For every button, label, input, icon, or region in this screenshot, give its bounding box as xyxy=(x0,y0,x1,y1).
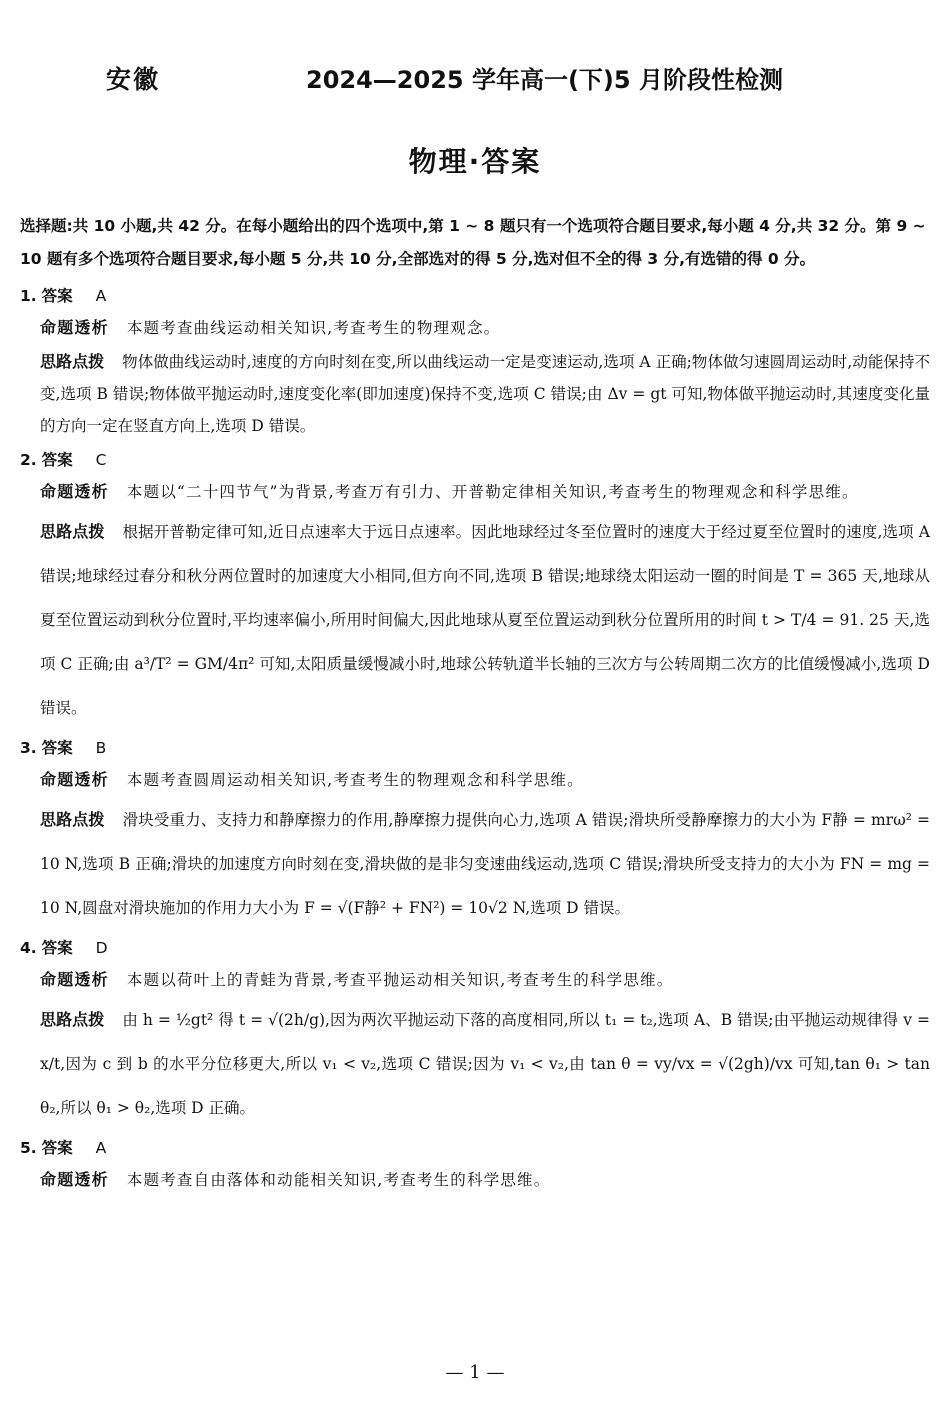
analysis-label: 命题透析 xyxy=(40,770,109,789)
question-4 xyxy=(20,932,930,1130)
question-5 xyxy=(20,1132,930,1196)
hint-text: 由 h = ½gt² 得 t = √(2h/g),因为两次平抛运动下落的高度相同,所以 t₁ = t₂,选项 A、B 错误;由平抛运动规律得 v = x/t,因为 c 到 b 的水平分位移更大,所以 v₁ < v₂,选项 C 错误;因为 v₁ < v₂,由 tan θ = vy/vx = √(2gh)/vx 可知,tan θ₁ > tan θ₂,所以 θ₁ > θ₂,选项 D 正确。 xyxy=(40,1011,930,1117)
hint-row xyxy=(40,346,930,442)
question-header xyxy=(20,732,930,764)
answer-label: 答案 xyxy=(41,939,73,957)
question-1 xyxy=(20,280,930,442)
hint-row xyxy=(40,998,930,1130)
analysis-label: 命题透析 xyxy=(40,482,109,501)
analysis-row xyxy=(40,964,930,996)
analysis-row xyxy=(40,1164,930,1196)
answer-label: 答案 xyxy=(41,739,73,757)
exam-title: 2024—2025 学年高一(下)5 月阶段性检测 xyxy=(306,66,783,94)
analysis-label: 命题透析 xyxy=(40,970,109,989)
analysis-label: 命题透析 xyxy=(40,318,109,337)
question-header xyxy=(20,932,930,964)
region-label: 安徽 xyxy=(106,65,161,94)
answer-value: B xyxy=(95,739,107,757)
question-number: 1. xyxy=(20,287,37,305)
hint-row xyxy=(40,798,930,930)
hint-text: 物体做曲线运动时,速度的方向时刻在变,所以曲线运动一定是变速运动,选项 A 正确;物体做匀速圆周运动时,动能保持不变,选项 B 错误;物体做平抛运动时,速度变化率(即加速度)保持不变,选项 C 错误;由 Δv = gt 可知,物体做平抛运动时,其速度变化量的方向一定在竖直方向上,选项 D 错误。 xyxy=(40,353,930,435)
analysis-text: 本题考查圆周运动相关知识,考查考生的物理观念和科学思维。 xyxy=(126,771,584,789)
analysis-text: 本题考查自由落体和动能相关知识,考查考生的科学思维。 xyxy=(126,1171,551,1189)
analysis-text: 本题考查曲线运动相关知识,考查考生的物理观念。 xyxy=(126,319,501,337)
answer-value: A xyxy=(95,287,107,305)
analysis-text: 本题以“二十四节气”为背景,考查万有引力、开普勒定律相关知识,考查考生的物理观念和科学思维。 xyxy=(126,483,859,501)
hint-label: 思路点拨 xyxy=(40,1010,105,1029)
hint-text: 滑块受重力、支持力和静摩擦力的作用,静摩擦力提供向心力,选项 A 错误;滑块所受静摩擦力的大小为 F静 = mrω² = 10 N,选项 B 正确;滑块的加速度方向时刻在变,滑块做的是非匀变速曲线运动,选项 C 错误;滑块所受支持力的大小为 FN = mg = 10 N,圆盘对滑块施加的作用力大小为 F = √(F静² + FN²) = 10√2 N,选项 D 错误。 xyxy=(40,811,930,917)
answer-label: 答案 xyxy=(41,287,73,305)
hint-row xyxy=(40,510,930,730)
analysis-row xyxy=(40,764,930,796)
question-header xyxy=(20,280,930,312)
analysis-text: 本题以荷叶上的青蛙为背景,考查平抛运动相关知识,考查考生的科学思维。 xyxy=(126,971,674,989)
section-intro: 选择题:共 10 小题,共 42 分。在每小题给出的四个选项中,第 1 ~ 8 题只有一个选项符合题目要求,每小题 4 分,共 32 分。第 9 ~ 10 题有多个选项符合题目要求,每小题 5 分,共 10 分,全部选对的得 5 分,选对但不全的得 3 分,有选错的得 0 分。 xyxy=(20,217,926,268)
answer-label: 答案 xyxy=(41,1139,73,1157)
question-number: 4. xyxy=(20,939,37,957)
analysis-row xyxy=(40,476,930,508)
question-3 xyxy=(20,732,930,930)
subject-title: 物理·答案 xyxy=(408,145,542,178)
hint-text: 根据开普勒定律可知,近日点速率大于远日点速率。因此地球经过冬至位置时的速度大于经过夏至位置时的速度,选项 A 错误;地球经过春分和秋分两位置时的加速度大小相同,但方向不同,选项 B 错误;地球绕太阳运动一圈的时间是 T = 365 天,地球从夏至位置运动到秋分位置时,平均速率偏小,所用时间偏大,因此地球从夏至位置运动到秋分位置所用的时间 t > T/4 = 91. 25 天,选项 C 正确;由 a³/T² = GM/4π² 可知,太阳质量缓慢减小时,地球公转轨道半长轴的三次方与公转周期二次方的比值缓慢减小,选项 D 错误。 xyxy=(40,523,930,717)
question-number: 3. xyxy=(20,739,37,757)
answer-body xyxy=(20,210,930,1198)
hint-label: 思路点拨 xyxy=(40,352,105,371)
question-2 xyxy=(20,444,930,730)
question-number: 5. xyxy=(20,1139,37,1157)
answer-value: A xyxy=(95,1139,107,1157)
analysis-row xyxy=(40,312,930,344)
question-header xyxy=(20,444,930,476)
question-number: 2. xyxy=(20,451,37,469)
page-number: — 1 — xyxy=(445,1362,505,1383)
answer-label: 答案 xyxy=(41,451,73,469)
question-header xyxy=(20,1132,930,1164)
hint-label: 思路点拨 xyxy=(40,522,105,541)
analysis-label: 命题透析 xyxy=(40,1170,109,1189)
answer-value: C xyxy=(95,451,107,469)
hint-label: 思路点拨 xyxy=(40,810,105,829)
answer-value: D xyxy=(95,939,108,957)
